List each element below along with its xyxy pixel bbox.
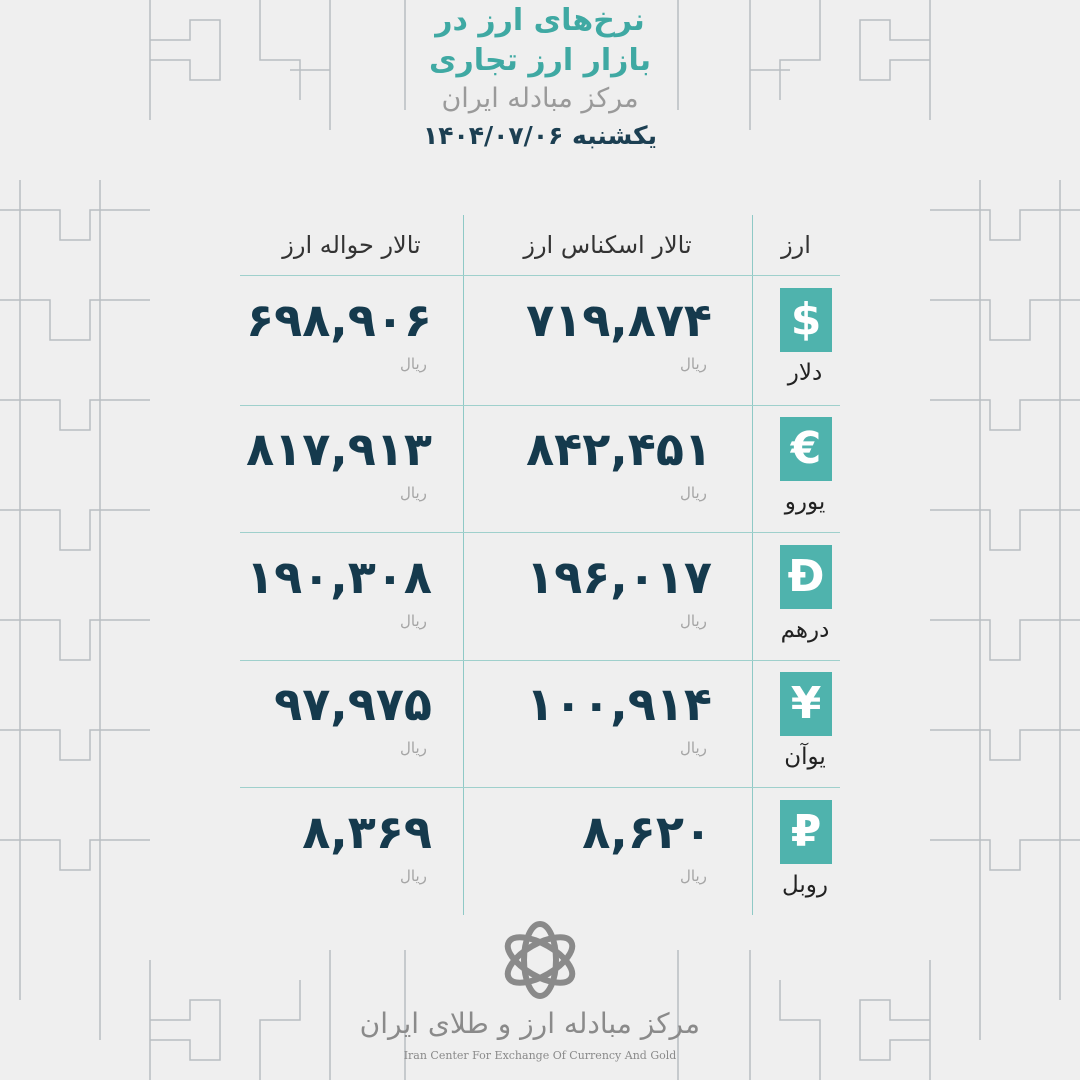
row-divider: [240, 275, 840, 276]
ruble-icon: ₽: [780, 800, 832, 864]
unit-label: ریال: [680, 867, 707, 885]
table-row: [240, 535, 840, 662]
unit-label: ریال: [680, 612, 707, 630]
title-line-2: بازار ارز تجاری: [429, 43, 651, 78]
table-row: [240, 407, 840, 534]
currency-name: درهم: [780, 617, 830, 643]
unit-label: ریال: [400, 867, 427, 885]
yuan-icon: ¥: [780, 672, 832, 736]
subtitle: مرکز مبادله ایران: [441, 83, 639, 114]
currency-name: یوآن: [784, 744, 826, 770]
header-banknote-hall: تالار اسکناس ارز: [523, 231, 692, 259]
banknote-rate: ۸,۶۲۰: [582, 805, 712, 859]
table-row: [240, 790, 840, 917]
unit-label: ریال: [680, 355, 707, 373]
remittance-rate: ۶۹۸,۹۰۶: [246, 293, 432, 347]
banknote-rate: ۱۹۶,۰۱۷: [526, 550, 712, 604]
unit-label: ریال: [400, 612, 427, 630]
currency-name: دلار: [787, 360, 823, 386]
remittance-rate: ۸۱۷,۹۱۳: [246, 422, 432, 476]
unit-label: ریال: [680, 484, 707, 502]
header-currency: ارز: [781, 231, 811, 259]
euro-icon: €: [780, 417, 832, 481]
header-remittance-hall: تالار حواله ارز: [282, 231, 421, 259]
unit-label: ریال: [680, 739, 707, 757]
unit-label: ریال: [400, 484, 427, 502]
rates-table: [240, 215, 840, 915]
remittance-rate: ۸,۳۶۹: [302, 805, 432, 859]
unit-label: ریال: [400, 739, 427, 757]
title-line-1: نرخ‌های ارز در: [435, 3, 645, 38]
logo-text-fa: مرکز مبادله ارز و طلای ایران: [359, 1007, 700, 1040]
table-row: [240, 662, 840, 789]
currency-name: یورو: [784, 489, 826, 515]
table-row: [240, 278, 840, 405]
banknote-rate: ۱۰۰,۹۱۴: [526, 677, 712, 731]
currency-name: روبل: [781, 872, 829, 898]
logo-emblem-icon: [495, 915, 585, 1005]
dollar-icon: $: [780, 288, 832, 352]
dirham-icon: Đ: [780, 545, 832, 609]
date: یکشنبه ۱۴۰۴/۰۷/۰۶: [423, 121, 657, 150]
logo-text-en: Iran Center For Exchange Of Currency And Gold: [403, 1049, 677, 1062]
banknote-rate: ۷۱۹,۸۷۴: [526, 293, 712, 347]
remittance-rate: ۹۷,۹۷۵: [274, 677, 432, 731]
remittance-rate: ۱۹۰,۳۰۸: [246, 550, 432, 604]
row-divider: [240, 405, 840, 406]
unit-label: ریال: [400, 355, 427, 373]
banknote-rate: ۸۴۲,۴۵۱: [526, 422, 712, 476]
